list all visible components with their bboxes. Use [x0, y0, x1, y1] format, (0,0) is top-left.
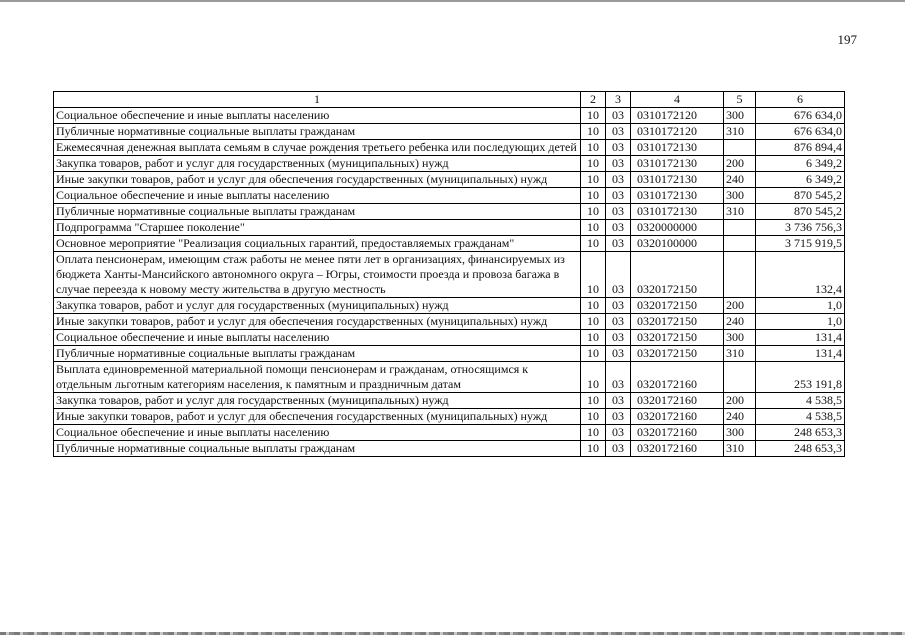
row-section-cell: 10 — [581, 124, 606, 140]
row-expense-kind-cell — [724, 252, 756, 298]
row-amount-cell: 870 545,2 — [756, 204, 845, 220]
row-expense-kind-cell — [724, 140, 756, 156]
table-row — [54, 124, 845, 140]
row-expense-kind-cell: 200 — [724, 298, 756, 314]
row-amount-cell: 3 715 919,5 — [756, 236, 845, 252]
row-expense-kind-cell: 310 — [724, 204, 756, 220]
table-row — [54, 204, 845, 220]
row-expense-kind-cell: 240 — [724, 409, 756, 425]
row-subsection-cell: 03 — [606, 314, 631, 330]
row-section-cell: 10 — [581, 236, 606, 252]
row-expense-kind-cell: 300 — [724, 330, 756, 346]
row-target-code-cell: 0320172160 — [631, 362, 724, 393]
table-header-row — [54, 92, 845, 108]
row-name-cell: Иные закупки товаров, работ и услуг для обеспечения государственных (муниципальных) нужд — [54, 409, 581, 425]
row-subsection-cell: 03 — [606, 441, 631, 457]
row-target-code-cell: 0320172160 — [631, 409, 724, 425]
row-name-cell: Социальное обеспечение и иные выплаты населению — [54, 330, 581, 346]
table-row — [54, 330, 845, 346]
row-target-code-cell: 0310172130 — [631, 204, 724, 220]
row-section-cell: 10 — [581, 188, 606, 204]
row-subsection-cell: 03 — [606, 236, 631, 252]
row-target-code-cell: 0320172150 — [631, 298, 724, 314]
row-amount-cell: 876 894,4 — [756, 140, 845, 156]
table-row — [54, 346, 845, 362]
row-amount-cell: 132,4 — [756, 252, 845, 298]
row-name-cell: Оплата пенсионерам, имеющим стаж работы не менее пяти лет в организациях, финансируемых из бюджета Ханты-Мансийского автономного округа – Югры, стоимости проезда и провоза багажа в случае переезда к новому месту жительства в другую местность — [54, 252, 581, 298]
header-cell-col2: 2 — [581, 92, 606, 108]
row-name-cell: Ежемесячная денежная выплата семьям в случае рождения третьего ребенка или последующих детей — [54, 140, 581, 156]
row-target-code-cell: 0310172120 — [631, 124, 724, 140]
header-cell-col4: 4 — [631, 92, 724, 108]
row-name-cell: Социальное обеспечение и иные выплаты населению — [54, 425, 581, 441]
row-expense-kind-cell: 200 — [724, 156, 756, 172]
row-subsection-cell: 03 — [606, 252, 631, 298]
header-cell-col1: 1 — [54, 92, 581, 108]
row-name-cell: Публичные нормативные социальные выплаты гражданам — [54, 204, 581, 220]
row-name-cell: Выплата единовременной материальной помощи пенсионерам и гражданам, относящимся к отдельным льготным категориям населения, к памятным и праздничным датам — [54, 362, 581, 393]
row-name-cell: Подпрограмма "Старшее поколение" — [54, 220, 581, 236]
row-target-code-cell: 0320172160 — [631, 441, 724, 457]
row-target-code-cell: 0320172150 — [631, 346, 724, 362]
row-amount-cell: 131,4 — [756, 346, 845, 362]
row-amount-cell: 3 736 756,3 — [756, 220, 845, 236]
budget-table — [53, 91, 845, 457]
row-amount-cell: 248 653,3 — [756, 425, 845, 441]
row-subsection-cell: 03 — [606, 409, 631, 425]
row-expense-kind-cell: 240 — [724, 314, 756, 330]
row-target-code-cell: 0310172130 — [631, 172, 724, 188]
row-subsection-cell: 03 — [606, 393, 631, 409]
table-row — [54, 425, 845, 441]
row-target-code-cell: 0320172160 — [631, 393, 724, 409]
table-row — [54, 188, 845, 204]
row-expense-kind-cell — [724, 236, 756, 252]
row-expense-kind-cell: 240 — [724, 172, 756, 188]
row-section-cell: 10 — [581, 140, 606, 156]
row-section-cell: 10 — [581, 252, 606, 298]
row-name-cell: Публичные нормативные социальные выплаты гражданам — [54, 124, 581, 140]
header-cell-col5: 5 — [724, 92, 756, 108]
row-subsection-cell: 03 — [606, 425, 631, 441]
row-expense-kind-cell: 200 — [724, 393, 756, 409]
row-name-cell: Основное мероприятие "Реализация социальных гарантий, предоставляемых гражданам" — [54, 236, 581, 252]
row-target-code-cell: 0320172150 — [631, 314, 724, 330]
row-name-cell: Публичные нормативные социальные выплаты гражданам — [54, 346, 581, 362]
row-section-cell: 10 — [581, 346, 606, 362]
row-amount-cell: 248 653,3 — [756, 441, 845, 457]
row-section-cell: 10 — [581, 409, 606, 425]
row-amount-cell: 870 545,2 — [756, 188, 845, 204]
scan-bottom-edge — [0, 632, 905, 635]
row-amount-cell: 676 634,0 — [756, 124, 845, 140]
scan-top-edge — [0, 0, 905, 2]
row-target-code-cell: 0320000000 — [631, 220, 724, 236]
table-row — [54, 252, 845, 298]
budget-table-body — [54, 92, 845, 457]
row-expense-kind-cell: 300 — [724, 108, 756, 124]
table-row — [54, 362, 845, 393]
row-subsection-cell: 03 — [606, 156, 631, 172]
row-amount-cell: 676 634,0 — [756, 108, 845, 124]
row-name-cell: Публичные нормативные социальные выплаты гражданам — [54, 441, 581, 457]
table-row — [54, 393, 845, 409]
row-section-cell: 10 — [581, 298, 606, 314]
row-expense-kind-cell: 310 — [724, 441, 756, 457]
header-cell-col6: 6 — [756, 92, 845, 108]
row-section-cell: 10 — [581, 425, 606, 441]
row-target-code-cell: 0320172150 — [631, 252, 724, 298]
table-row — [54, 140, 845, 156]
row-amount-cell: 131,4 — [756, 330, 845, 346]
row-subsection-cell: 03 — [606, 346, 631, 362]
row-amount-cell: 253 191,8 — [756, 362, 845, 393]
row-target-code-cell: 0320172150 — [631, 330, 724, 346]
row-amount-cell: 6 349,2 — [756, 172, 845, 188]
row-subsection-cell: 03 — [606, 124, 631, 140]
row-subsection-cell: 03 — [606, 204, 631, 220]
row-amount-cell: 1,0 — [756, 314, 845, 330]
row-expense-kind-cell: 310 — [724, 124, 756, 140]
row-subsection-cell: 03 — [606, 172, 631, 188]
row-name-cell: Социальное обеспечение и иные выплаты населению — [54, 188, 581, 204]
row-name-cell: Социальное обеспечение и иные выплаты населению — [54, 108, 581, 124]
row-name-cell: Закупка товаров, работ и услуг для государственных (муниципальных) нужд — [54, 156, 581, 172]
row-section-cell: 10 — [581, 314, 606, 330]
row-section-cell: 10 — [581, 220, 606, 236]
row-name-cell: Закупка товаров, работ и услуг для государственных (муниципальных) нужд — [54, 393, 581, 409]
row-expense-kind-cell — [724, 362, 756, 393]
row-name-cell: Иные закупки товаров, работ и услуг для обеспечения государственных (муниципальных) нужд — [54, 314, 581, 330]
row-name-cell: Иные закупки товаров, работ и услуг для обеспечения государственных (муниципальных) нужд — [54, 172, 581, 188]
row-section-cell: 10 — [581, 172, 606, 188]
row-subsection-cell: 03 — [606, 220, 631, 236]
row-section-cell: 10 — [581, 441, 606, 457]
row-target-code-cell: 0320172160 — [631, 425, 724, 441]
table-row — [54, 409, 845, 425]
header-cell-col3: 3 — [606, 92, 631, 108]
row-expense-kind-cell — [724, 220, 756, 236]
row-subsection-cell: 03 — [606, 330, 631, 346]
row-subsection-cell: 03 — [606, 362, 631, 393]
table-row — [54, 236, 845, 252]
table-row — [54, 172, 845, 188]
row-subsection-cell: 03 — [606, 108, 631, 124]
row-target-code-cell: 0320100000 — [631, 236, 724, 252]
table-row — [54, 314, 845, 330]
row-section-cell: 10 — [581, 393, 606, 409]
table-row — [54, 220, 845, 236]
row-target-code-cell: 0310172120 — [631, 108, 724, 124]
row-amount-cell: 4 538,5 — [756, 393, 845, 409]
row-subsection-cell: 03 — [606, 298, 631, 314]
row-section-cell: 10 — [581, 362, 606, 393]
row-subsection-cell: 03 — [606, 188, 631, 204]
table-row — [54, 156, 845, 172]
row-expense-kind-cell: 300 — [724, 425, 756, 441]
row-section-cell: 10 — [581, 156, 606, 172]
row-target-code-cell: 0310172130 — [631, 156, 724, 172]
table-row — [54, 441, 845, 457]
row-expense-kind-cell: 300 — [724, 188, 756, 204]
row-target-code-cell: 0310172130 — [631, 140, 724, 156]
row-name-cell: Закупка товаров, работ и услуг для государственных (муниципальных) нужд — [54, 298, 581, 314]
row-amount-cell: 6 349,2 — [756, 156, 845, 172]
row-section-cell: 10 — [581, 330, 606, 346]
row-amount-cell: 1,0 — [756, 298, 845, 314]
row-expense-kind-cell: 310 — [724, 346, 756, 362]
table-row — [54, 108, 845, 124]
row-target-code-cell: 0310172130 — [631, 188, 724, 204]
page-number: 197 — [837, 32, 857, 47]
table-row — [54, 298, 845, 314]
row-section-cell: 10 — [581, 108, 606, 124]
row-section-cell: 10 — [581, 204, 606, 220]
row-amount-cell: 4 538,5 — [756, 409, 845, 425]
row-subsection-cell: 03 — [606, 140, 631, 156]
